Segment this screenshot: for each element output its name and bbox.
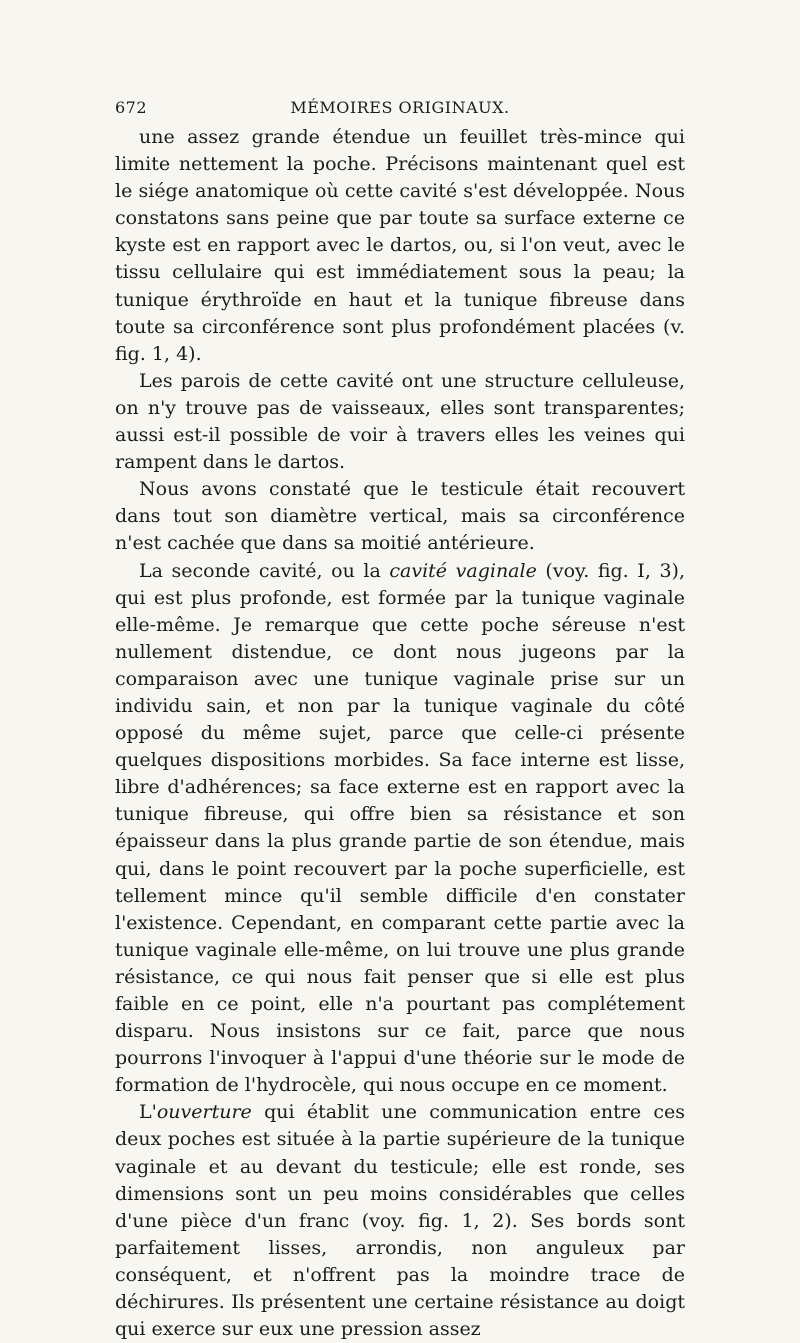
paragraph-4-rest: (voy. fig. I, 3), qui est plus profonde, est formée par la tunique vaginale elle-même. Je remarque que cette poche séreuse n'est nullement distendue, ce dont nous jugeons par la comparaison avec une tunique vaginale prise sur un individu sain, et non par la tunique vaginale du côté opposé du même sujet, parce que celle-ci présente quelques dispositions morbides. Sa face interne est lisse, libre d'adhérences; sa face externe est en rapport avec la tunique fibreuse, qui offre bien sa résistance et son épaisseur dans la plus grande partie de son étendue, mais qui, dans le point recouvert par la poche superficielle, est tellement mince qu'il semble difficile d'en constater l'existence. Cependant, en comparant cette partie avec la tunique vaginale elle-même, on lui trouve une plus grande résistance, ce qui nous fait penser que si elle est plus faible en ce point, elle n'a pourtant pas complétement disparu. Nous insistons sur ce fait, parce que nous pourrons l'invoquer à l'appui d'une théorie sur le mode de formation de l'hydrocèle, qui nous occupe en ce moment. <box>115 559 685 1097</box>
running-title: MÉMOIRES ORIGINAUX. <box>290 98 510 117</box>
page-number: 672 <box>115 98 148 117</box>
paragraph-1: une assez grande étendue un feuillet très-mince qui limite nettement la poche. Précisons maintenant quel est le siége anatomique où cette cavité s'est développée. Nous constatons sans peine que par toute sa surface externe ce kyste est en rapport avec le dartos, ou, si l'on veut, avec le tissu cellulaire qui est immédiatement sous la peau; la tunique érythroïde en haut et la tunique fibreuse dans toute sa circonférence sont plus profondément placées (v. fig. 1, 4). <box>115 126 685 365</box>
paragraph-5 <box>115 1099 685 1343</box>
paragraph-2: Les parois de cette cavité ont une structure celluleuse, on n'y trouve pas de vaisseaux, elles sont transparentes; aussi est-il possible de voir à travers elles les veines qui rampent dans le dartos. <box>115 369 685 474</box>
term-cavite-vaginale: cavité vaginale <box>389 559 537 582</box>
paragraph-3: Nous avons constaté que le testicule était recouvert dans tout son diamètre vertical, mais sa circonférence n'est cachée que dans sa moitié antérieure. <box>115 478 685 555</box>
paragraph-5-rest: qui établit une communication entre ces deux poches est située à la partie supérieure de la tunique vaginale et au devant du testicule; elle est ronde, ses dimensions sont un peu moins considérables que celles d'une pièce d'un franc (voy. fig. 1, 2). Ses bords sont parfaitement lisses, arrondis, non anguleux par conséquent, et n'offrent pas la moindre trace de déchirures. Ils présentent une certaine résistance au doigt qui exerce sur eux une pression assez <box>115 1101 685 1341</box>
body-text <box>115 124 685 1343</box>
paragraph-5-start: L' <box>139 1101 157 1124</box>
term-ouverture: ouverture <box>156 1101 252 1124</box>
paragraph-4 <box>115 558 685 1100</box>
paragraph-4-start: La seconde cavité, ou la <box>139 559 390 582</box>
page-header <box>115 98 685 122</box>
